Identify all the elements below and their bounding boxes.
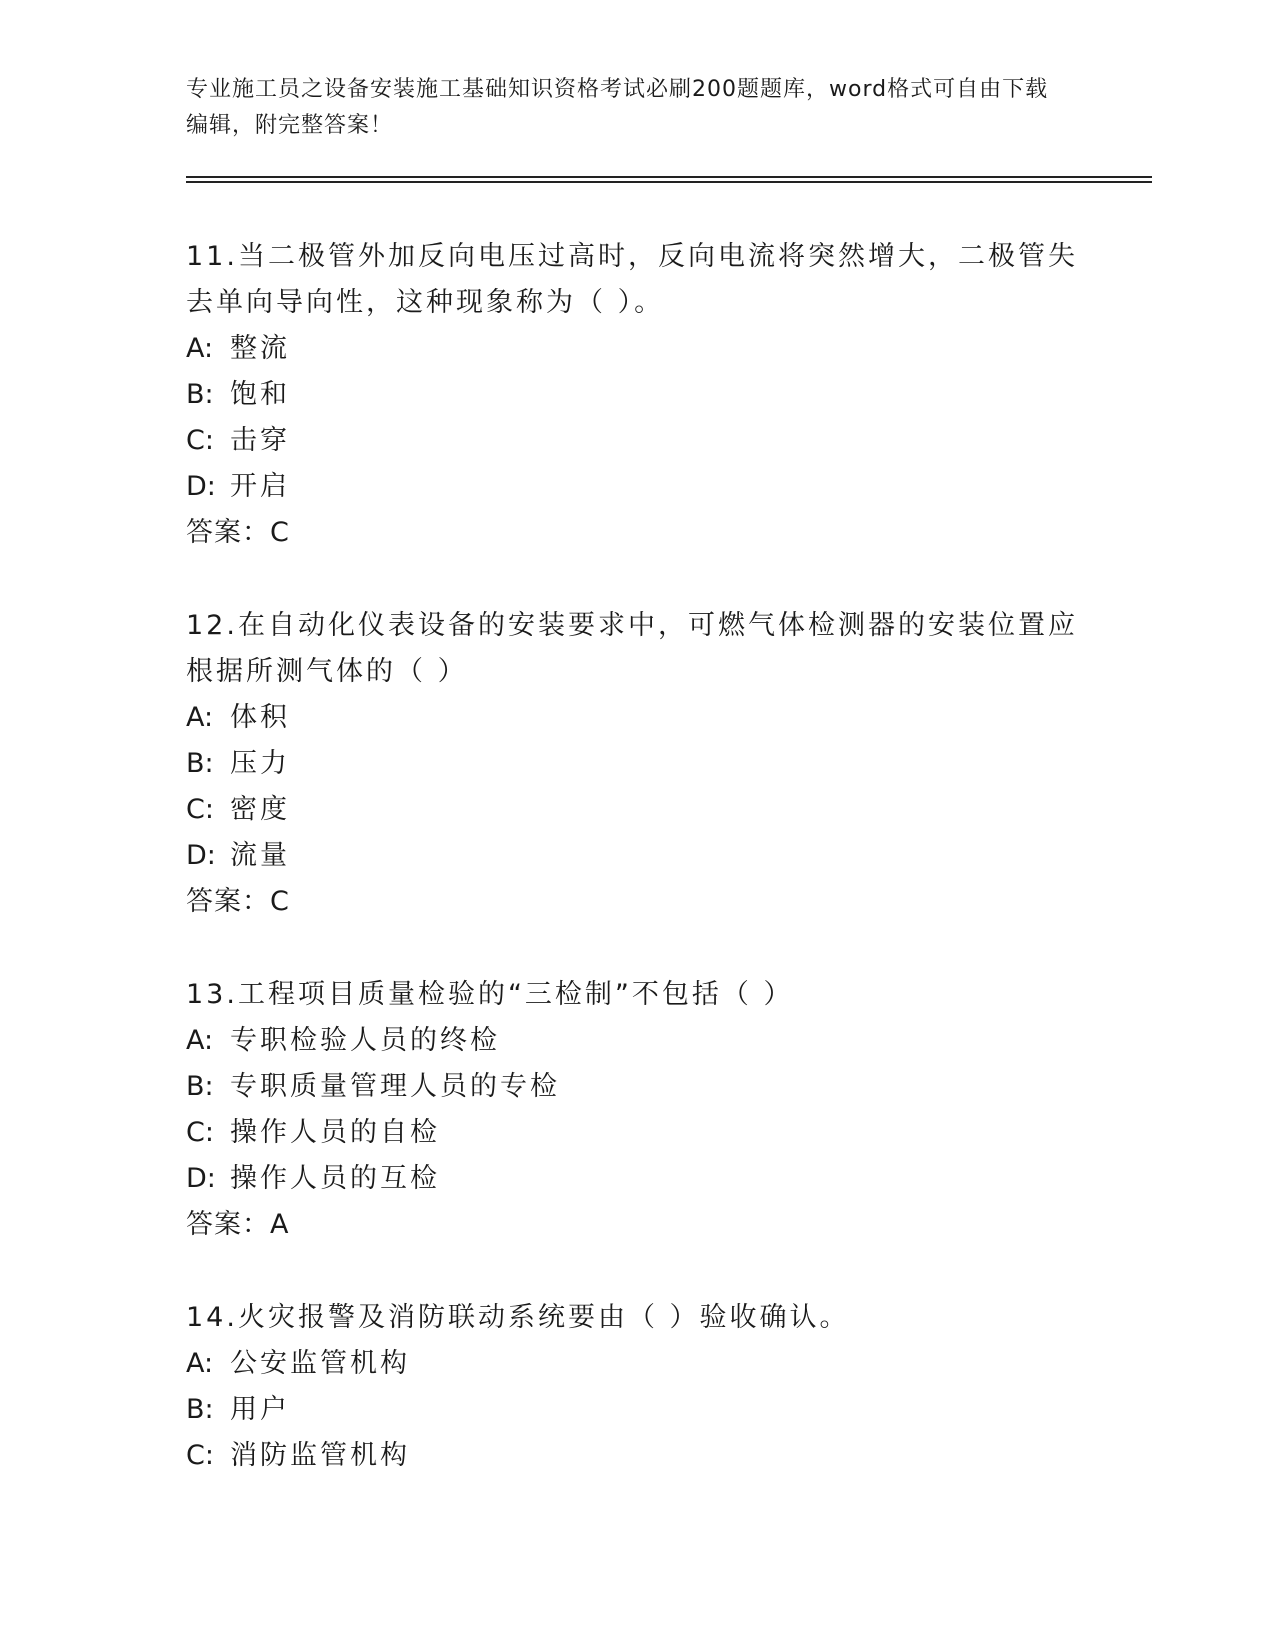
option-text: 流量 <box>230 840 290 871</box>
question-item <box>186 1295 1086 1479</box>
question-item <box>186 972 1086 1248</box>
option-text: 用户 <box>230 1394 290 1425</box>
option-text: 操作人员的自检 <box>230 1117 440 1148</box>
option-text: 饱和 <box>230 379 290 410</box>
option-letter: B: <box>186 1394 214 1425</box>
option-a <box>186 326 1086 372</box>
option-text: 体积 <box>230 702 290 733</box>
question-text: 12.在自动化仪表设备的安装要求中，可燃气体检测器的安装位置应根据所测气体的（ ） <box>186 610 1078 687</box>
option-text: 击穿 <box>230 425 290 456</box>
answer-line: 答案：C <box>186 517 290 548</box>
question-list <box>186 234 1086 1526</box>
option-letter: D: <box>186 471 216 502</box>
answer-line: 答案：C <box>186 886 290 917</box>
option-c <box>186 787 1086 833</box>
option-text: 压力 <box>230 748 290 779</box>
option-letter: A: <box>186 333 214 364</box>
question-text: 11.当二极管外加反向电压过高时，反向电流将突然增大，二极管失去单向导向性，这种现象称为（ ）。 <box>186 241 1078 318</box>
option-c <box>186 1110 1086 1156</box>
answer-line: 答案：A <box>186 1209 290 1240</box>
option-letter: C: <box>186 425 214 456</box>
option-b <box>186 741 1086 787</box>
option-c <box>186 418 1086 464</box>
option-b <box>186 1064 1086 1110</box>
option-b <box>186 1387 1086 1433</box>
option-text: 整流 <box>230 333 290 364</box>
option-letter: B: <box>186 379 214 410</box>
option-text: 操作人员的互检 <box>230 1163 440 1194</box>
question-text: 13.工程项目质量检验的“三检制”不包括（ ） <box>186 979 794 1010</box>
option-letter: B: <box>186 748 214 779</box>
option-letter: C: <box>186 1440 214 1471</box>
header-rule-top <box>186 176 1152 178</box>
option-b <box>186 372 1086 418</box>
option-text: 消防监管机构 <box>230 1440 410 1471</box>
option-c <box>186 1433 1086 1479</box>
option-letter: C: <box>186 794 214 825</box>
document-intro: 专业施工员之设备安装施工基础知识资格考试必刷200题题库，word格式可自由下载编辑，附完整答案！ <box>186 77 1049 138</box>
option-text: 密度 <box>230 794 290 825</box>
question-text: 14.火灾报警及消防联动系统要由（ ）验收确认。 <box>186 1302 850 1333</box>
option-d <box>186 1156 1086 1202</box>
option-text: 开启 <box>230 471 290 502</box>
option-letter: D: <box>186 1163 216 1194</box>
option-a <box>186 1341 1086 1387</box>
question-item <box>186 603 1086 925</box>
option-text: 公安监管机构 <box>230 1348 410 1379</box>
option-text: 专职检验人员的终检 <box>230 1025 500 1056</box>
question-item <box>186 234 1086 556</box>
option-letter: A: <box>186 1348 214 1379</box>
option-a <box>186 695 1086 741</box>
option-text: 专职质量管理人员的专检 <box>230 1071 560 1102</box>
option-letter: A: <box>186 1025 214 1056</box>
option-letter: A: <box>186 702 214 733</box>
header-rule-bottom <box>186 181 1152 183</box>
option-letter: D: <box>186 840 216 871</box>
option-letter: C: <box>186 1117 214 1148</box>
option-letter: B: <box>186 1071 214 1102</box>
option-a <box>186 1018 1086 1064</box>
option-d <box>186 464 1086 510</box>
option-d <box>186 833 1086 879</box>
